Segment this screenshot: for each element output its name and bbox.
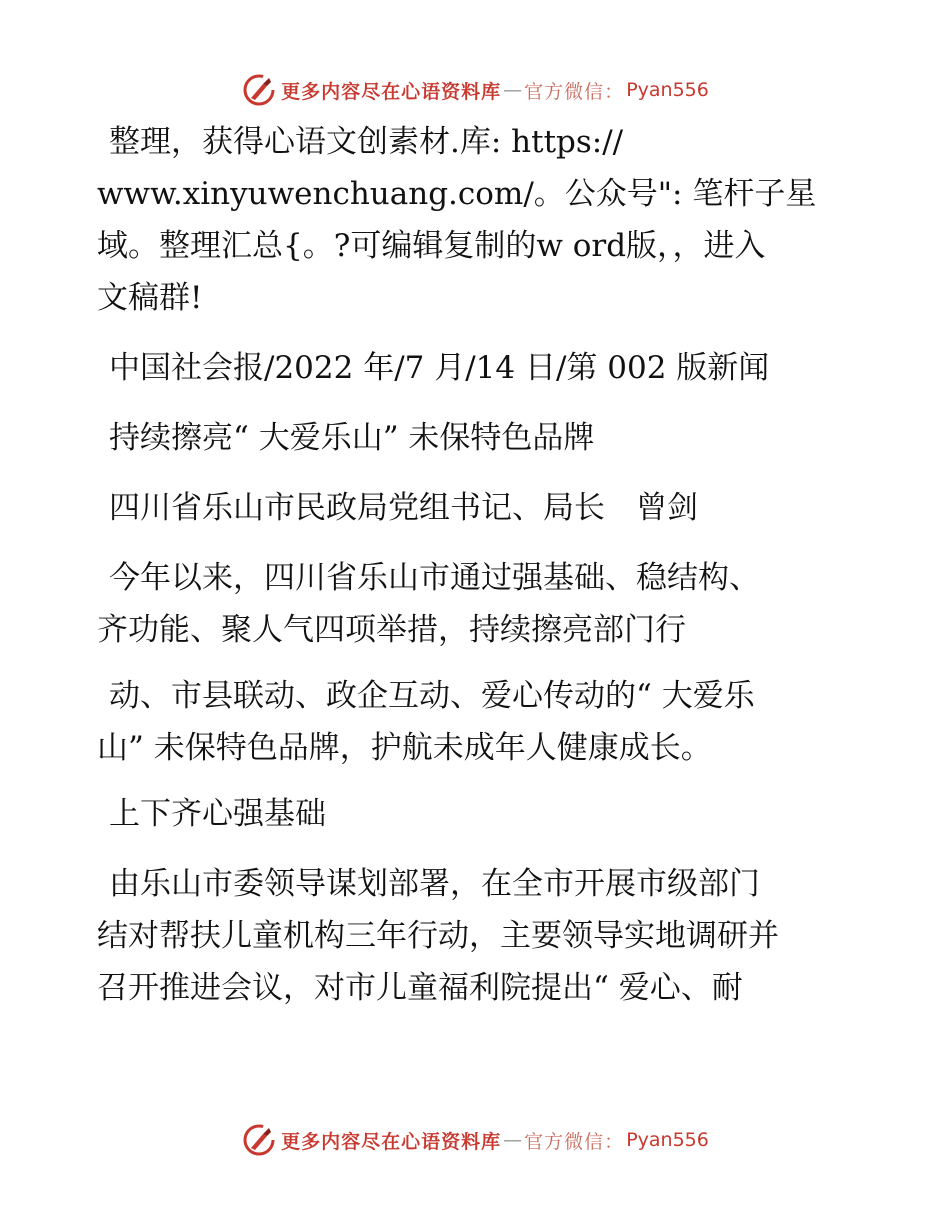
text-line: 中国社会报/2022 年/7 月/14 日/第 002 版新闻 xyxy=(109,350,770,386)
text-line: 持续擦亮“ 大爱乐山” 未保特色品牌 xyxy=(109,420,595,456)
text-line: 齐功能、聚人气四项举措，持续擦亮部门行 xyxy=(97,612,686,648)
text-line: 四川省乐山市民政局党组书记、局长 曾剑 xyxy=(109,490,698,526)
text-line: 山” 未保特色品牌，护航未成年人健康成长。 xyxy=(97,730,712,766)
watermark-footer xyxy=(0,1120,950,1160)
document-body xyxy=(97,116,857,1014)
body-paragraph xyxy=(97,858,857,1014)
watermark-sub-text: 官方微信： xyxy=(524,80,625,103)
text-line: 整理，获得心语文创素材.库: https:// xyxy=(109,124,624,160)
watermark-dash: — xyxy=(503,79,523,101)
text-line: 结对帮扶儿童机构三年行动，主要领导实地调研并 xyxy=(97,918,779,954)
text-line: 域。整理汇总{。?可编辑复制的w ord版，，进入 xyxy=(97,228,766,264)
source-line xyxy=(97,342,857,394)
section-heading xyxy=(97,788,857,840)
article-title xyxy=(97,412,857,464)
intro-paragraph xyxy=(97,116,857,324)
text-line: 动、市县联动、政企互动、爱心传动的“ 大爱乐 xyxy=(109,678,755,714)
watermark-sub-text: 官方微信： xyxy=(524,1130,625,1153)
body-paragraph xyxy=(97,552,857,656)
body-paragraph xyxy=(97,670,857,774)
watermark-main-text: 更多内容尽在心语资料库 xyxy=(281,80,502,103)
text-line: 召开推进会议，对市儿童福利院提出“ 爱心、耐 xyxy=(97,970,743,1006)
watermark-header xyxy=(0,70,950,110)
author-line xyxy=(97,482,857,534)
text-line: 上下齐心强基础 xyxy=(109,796,326,832)
watermark-main-text: 更多内容尽在心语资料库 xyxy=(281,1130,502,1153)
text-line: 文稿群! xyxy=(97,280,203,316)
text-line: 今年以来，四川省乐山市通过强基础、稳结构、 xyxy=(109,560,760,596)
pen-logo-icon xyxy=(241,72,277,108)
text-line: www.xinyuwenchuang.com/。公众号": 笔杆子星 xyxy=(97,176,817,212)
text-line: 由乐山市委领导谋划部署，在全市开展市级部门 xyxy=(109,866,760,902)
watermark-id: Pyan556 xyxy=(626,1129,709,1151)
watermark-id: Pyan556 xyxy=(626,79,709,101)
pen-logo-icon xyxy=(241,1122,277,1158)
watermark-dash: — xyxy=(503,1129,523,1151)
